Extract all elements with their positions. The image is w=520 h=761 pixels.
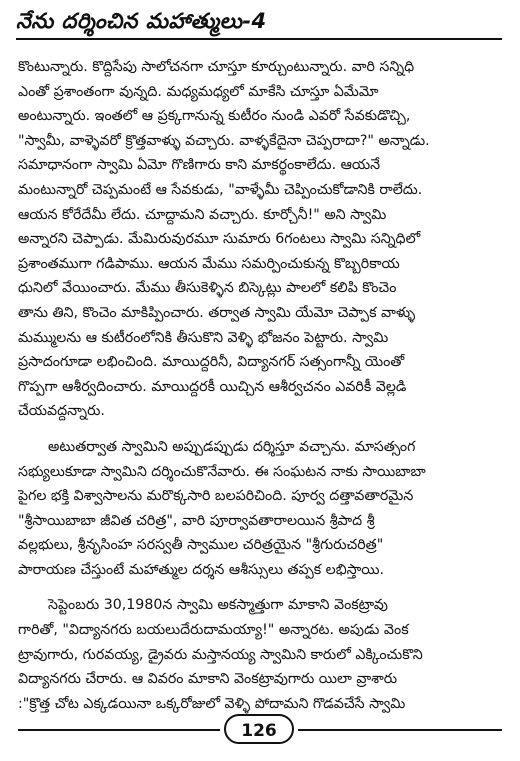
paragraph-2 — [18, 435, 502, 583]
footer-rule-right — [298, 729, 502, 731]
text-line: అంటున్నారు. ఇంతలో ఆ ప్రక్కగానున్న కుటీరం నుండి ఎవరో సేవకుడొచ్చి, — [18, 108, 411, 125]
text-line: గారితో, "విద్యానగరు బయలుదేరుదామయ్యా!" అన్నారట. అపుడు వెంక — [18, 622, 409, 639]
text-line: మంటున్నారో చెప్పమంటే ఆ సేవకుడు, "వాళ్ళేమీ చెప్పించుకోడానికి రాలేదు. — [18, 181, 423, 198]
text-line: "స్వామీ, వాళ్ళెవరో క్రొత్తవాళ్ళు వచ్చారు. వాళ్ళకేదైనా చెప్పరాదా?" అన్నాడు. — [18, 132, 430, 149]
text-line: ఆయన కోరేదేమీ లేదు. చూద్దామని వచ్చారు. కూర్చోనీ!" అని స్వామి — [18, 206, 387, 223]
text-line: విద్యానగరు చేరారు. ఆ వివరం మాకాని వెంకట్రావుగారు యిలా వ్రాశారు — [18, 671, 398, 688]
running-head-title: నేను దర్శించిన మహాత్ములు-4 — [16, 9, 267, 33]
text-line: సెప్టెంబరు 30,1980న స్వామి అకస్మాత్తుగా మాకాని వెంకట్రావు — [48, 597, 388, 614]
text-line: అటుతర్వాత స్వామిని అప్పుడప్పుడు దర్శిస్తూ వచ్చాను. మాసత్సంగ — [48, 438, 416, 455]
text-line: "శ్రీసాయిబాబా జీవిత చరిత్ర", వారి పూర్వావతారాలయిన శ్రీపాద శ్రీ — [18, 512, 375, 529]
text-line: చేయవద్దన్నారు. — [18, 403, 105, 420]
paragraph-3 — [18, 593, 502, 716]
paragraph-1 — [18, 55, 502, 424]
header-rule — [16, 38, 502, 40]
text-line: గొప్పగా ఆశీర్వదించారు. మాయిద్దరకీ యిచ్చిన ఆశీర్వచనం ఎవరికీ వెల్లడి — [18, 378, 407, 395]
text-line: తాను తిని, కొంచెం మాకిప్పించారు. తర్వాత స్వామి యేమో చెప్పాక వాళ్ళు — [18, 304, 416, 321]
text-line: పైగల భక్తి విశ్వాసాలను మరొక్కసారి బలపరిచింది. పూర్వ దత్తావతారమైన — [18, 488, 414, 505]
body-text — [18, 55, 502, 716]
page-header — [16, 6, 502, 40]
text-line: పారాయణ చేస్తుంటే మహాత్ముల దర్శన ఆశీస్సులు తప్పక లభిస్తాయి. — [18, 561, 385, 578]
text-line: ట్రావుగారు, గురవయ్య, డ్రైవరు మస్తానయ్య స్వామిని కారులో ఎక్కించుకొని — [18, 646, 423, 663]
footer-rule-left — [18, 729, 220, 731]
text-line: సమాధానంగా స్వామి ఏమో గొణిగారు కాని మాకర్థంకాలేదు. ఆయనే — [18, 157, 381, 174]
text-line: కొంటున్నారు. కొద్దిసేపు సాలోచనగా చూస్తూ కూర్చుంటున్నారు. వారి సన్నిధి — [18, 59, 415, 75]
page-footer — [0, 712, 520, 748]
page-number: 126 — [224, 714, 294, 744]
text-line: అన్నారని చెప్పాడు. మేమిరువురమూ సుమారు 6గంటలు స్వామి సన్నిధిలో — [18, 231, 421, 248]
text-line: :"క్రొత్త చోట ఎక్కడయినా ఒక్కరోజులో వెళ్ళి పోదామని గొడవచేసే స్వామి — [18, 695, 406, 712]
text-line: మమ్ములను ఆ కుటీరంలోనికి తీసుకొని వెళ్ళి భోజనం పెట్టారు. స్వామి — [18, 329, 389, 346]
text-line: సభ్యులుకూడా స్వామిని దర్శించుకొనేవారు. ఈ సంఘటన నాకు సాయిబాబా — [18, 463, 426, 480]
text-line: ఎంతో ప్రశాంతంగా వున్నది. మధ్యమధ్యలో మాకేసి చూస్తూ ఏమేమో — [18, 83, 379, 100]
text-line: వల్లభులు, శ్రీనృసింహ సరస్వతీ స్వాముల చరిత్రయైన "శ్రీగురుచరిత్ర" — [18, 537, 384, 554]
text-line: ప్రసాదంగూడా లభించింది. మాయిద్దరినీ, విద్యానగర్ సత్సంగాన్నీ యెంతో — [18, 354, 405, 371]
text-line: ధునిలో వేయించారు. మేము తీసుకెళ్ళిన బిస్కెట్లు పాలలో కలిపి కొంచెం — [18, 280, 397, 297]
text-line: ప్రశాంతముగా గడిపాము. ఆయన మేము సమర్పించుకున్న కొబ్బరికాయ — [18, 255, 400, 272]
